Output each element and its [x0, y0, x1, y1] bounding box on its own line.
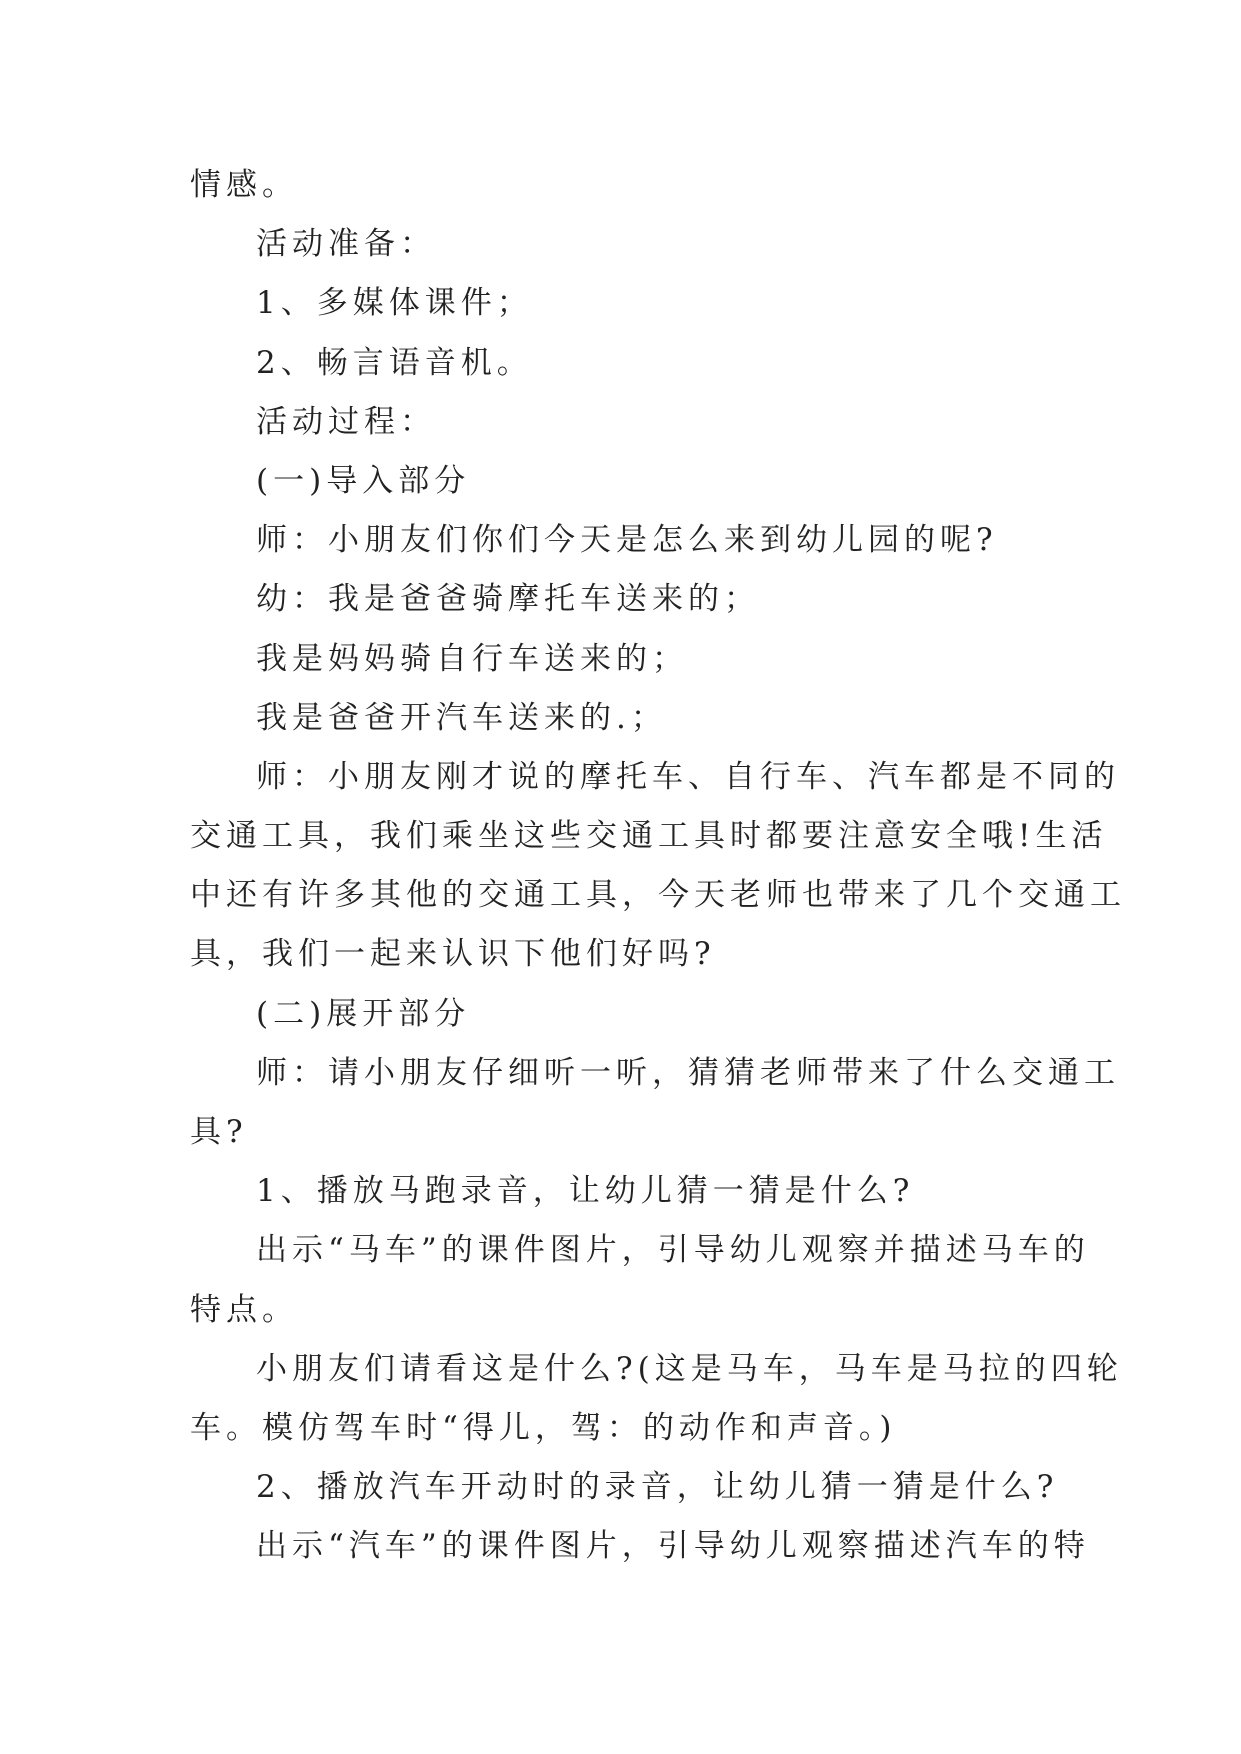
- text-line: 师：小朋友们你们今天是怎么来到幼儿园的呢?: [256, 522, 998, 559]
- text-line: 特点。: [190, 1291, 298, 1328]
- text-line: (二)展开部分: [256, 995, 471, 1032]
- text-line: 交通工具，我们乘坐这些交通工具时都要注意安全哦!生活: [190, 818, 1108, 855]
- text-line: 中还有许多其他的交通工具，今天老师也带来了几个交通工: [190, 877, 1126, 914]
- text-line: 我是爸爸开汽车送来的.；: [256, 699, 667, 736]
- text-line: 出示“马车”的课件图片，引导幼儿观察并描述马车的: [256, 1232, 1090, 1269]
- text-line: (一)导入部分: [256, 462, 471, 499]
- text-line: 师：请小朋友仔细听一听，猜猜老师带来了什么交通工: [256, 1054, 1120, 1091]
- document-body: [190, 156, 1126, 1577]
- text-line: 1、多媒体课件；: [256, 285, 533, 322]
- text-line: 具，我们一起来认识下他们好吗?: [190, 936, 716, 973]
- text-line: 具?: [190, 1114, 248, 1150]
- text-line: 1、播放马跑录音，让幼儿猜一猜是什么?: [256, 1173, 915, 1210]
- text-line: 2、畅言语音机。: [256, 344, 533, 381]
- text-line: 出示“汽车”的课件图片，引导幼儿观察描述汽车的特: [256, 1528, 1090, 1565]
- text-line: 幼：我是爸爸骑摩托车送来的；: [256, 581, 760, 618]
- text-line: 师：小朋友刚才说的摩托车、自行车、汽车都是不同的: [256, 758, 1120, 795]
- text-line: 小朋友们请看这是什么?(这是马车，马车是马拉的四轮: [256, 1350, 1123, 1387]
- text-line: 情感。: [190, 167, 298, 203]
- text-line: 活动准备：: [256, 226, 436, 263]
- text-line: 我是妈妈骑自行车送来的；: [256, 640, 688, 677]
- text-line: 车。模仿驾车时“得儿，驾：的动作和声音。): [190, 1409, 897, 1446]
- text-line: 2、播放汽车开动时的录音，让幼儿猜一猜是什么?: [256, 1469, 1059, 1506]
- text-line: 活动过程：: [256, 403, 436, 440]
